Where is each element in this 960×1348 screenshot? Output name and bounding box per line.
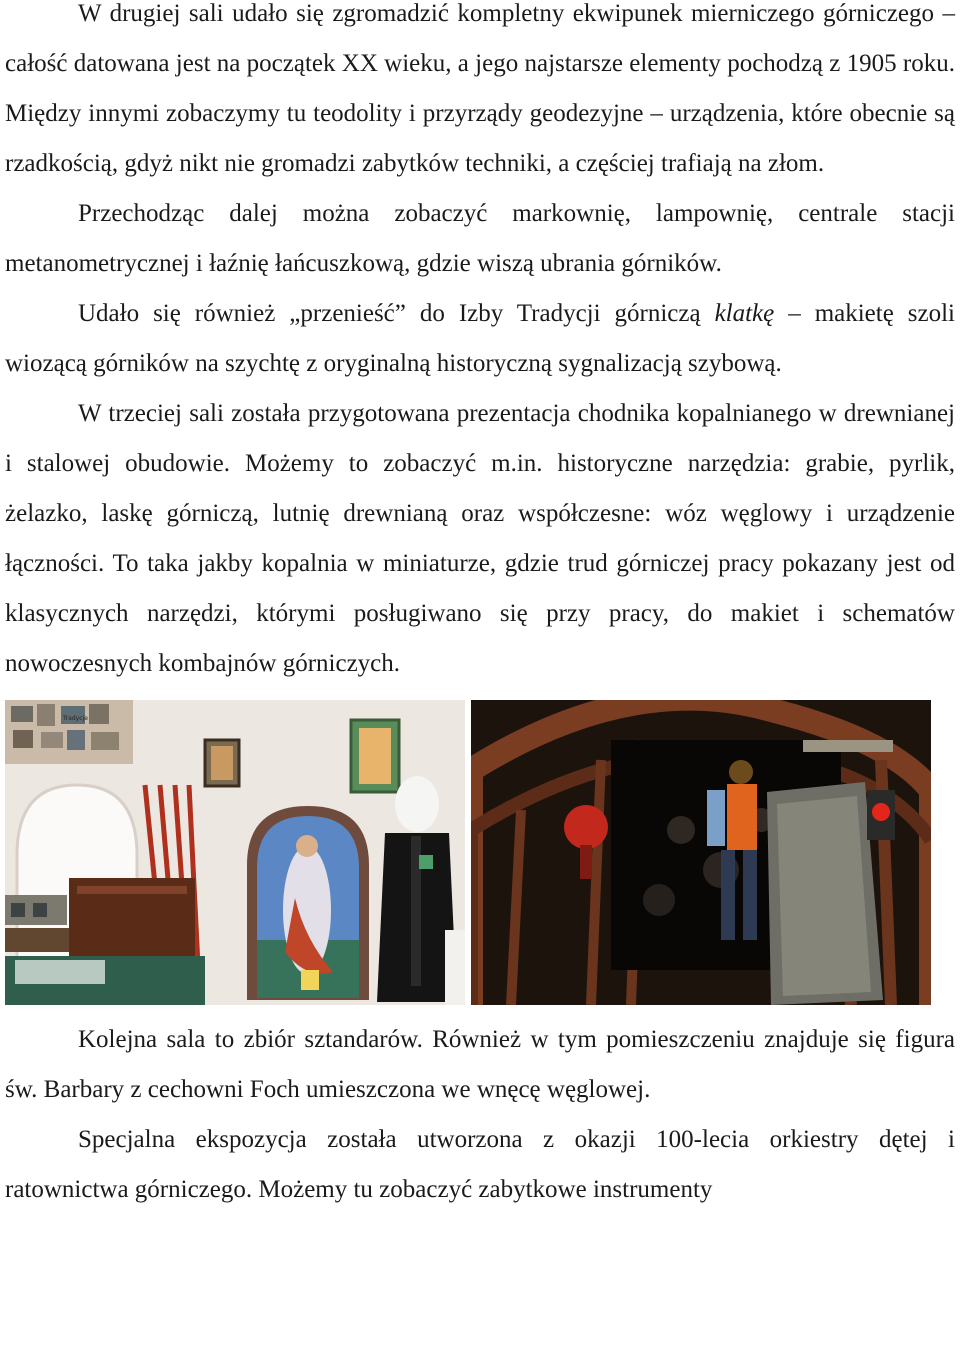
photo-mine-gallery — [471, 700, 931, 1005]
photo-row — [5, 700, 955, 1006]
tradition-room-image — [5, 700, 465, 1005]
paragraph-mine-gallery: W trzeciej sali została przygotowana prezentacja chodnika kopalnianego w drewnianej i stalowej obudowie. Możemy to zobaczyć m.in. historyczne narzędzia: grabie, pyrlik, żelazko, laskę górniczą, lutnię drewnianą oraz współczesne: wóz węglowy i urządzenie łączności. To taka jakby kopalnia w miniaturze, gdzie trud górniczej pracy pokazany jest od klasycznych narzędzi, którymi posługiwano się przy pracy, do makiet i schematów nowoczesnych kombajnów górniczych. — [5, 400, 955, 677]
cage-text-start: Udało się również „przenieść” do Izby Tradycji górniczą — [78, 300, 715, 327]
cage-text-end: – makietę szoli wiozącą górników na szychtę z oryginalną historyczną sygnalizacją szybową. — [5, 300, 956, 377]
paragraph-lamp-room: Przechodząc dalej można zobaczyć markownię, lampownię, centrale stacji metanometrycznej i łaźnię łańcuszkową, gdzie wiszą ubrania górników. — [5, 200, 955, 277]
cage-italic-word: klatkę — [714, 300, 775, 327]
mine-gallery-image — [471, 700, 931, 1005]
poster-caption: Tradycje — [63, 715, 88, 722]
paragraph-special-exhibition: Specjalna ekspozycja została utworzona z okazji 100-lecia orkiestry dętej i ratownictwa górniczego. Możemy tu zobaczyć zabytkowe instrumenty — [5, 1126, 955, 1203]
paragraph-surveying-equipment: W drugiej sali udało się zgromadzić kompletny ekwipunek mierniczego górniczego – całość datowana jest na początek XX wieku, a jego najstarsze elementy pochodzą z 1905 roku. Między innymi zobaczymy tu teodolity i przyrządy geodezyjne – urządzenia, które obecnie są rzadkością, gdyż nikt nie gromadzi zabytków techniki, a częściej trafiają na złom. — [5, 0, 955, 177]
paragraph-banner-room: Kolejna sala to zbiór sztandarów. Również w tym pomieszczeniu znajduje się figura św. Barbary z cechowni Foch umieszczona we wnęcę węglowej. — [5, 1026, 955, 1103]
photo-tradition-room — [5, 700, 465, 1005]
paragraph-mine-cage — [5, 289, 955, 389]
document-page — [5, 0, 955, 1215]
